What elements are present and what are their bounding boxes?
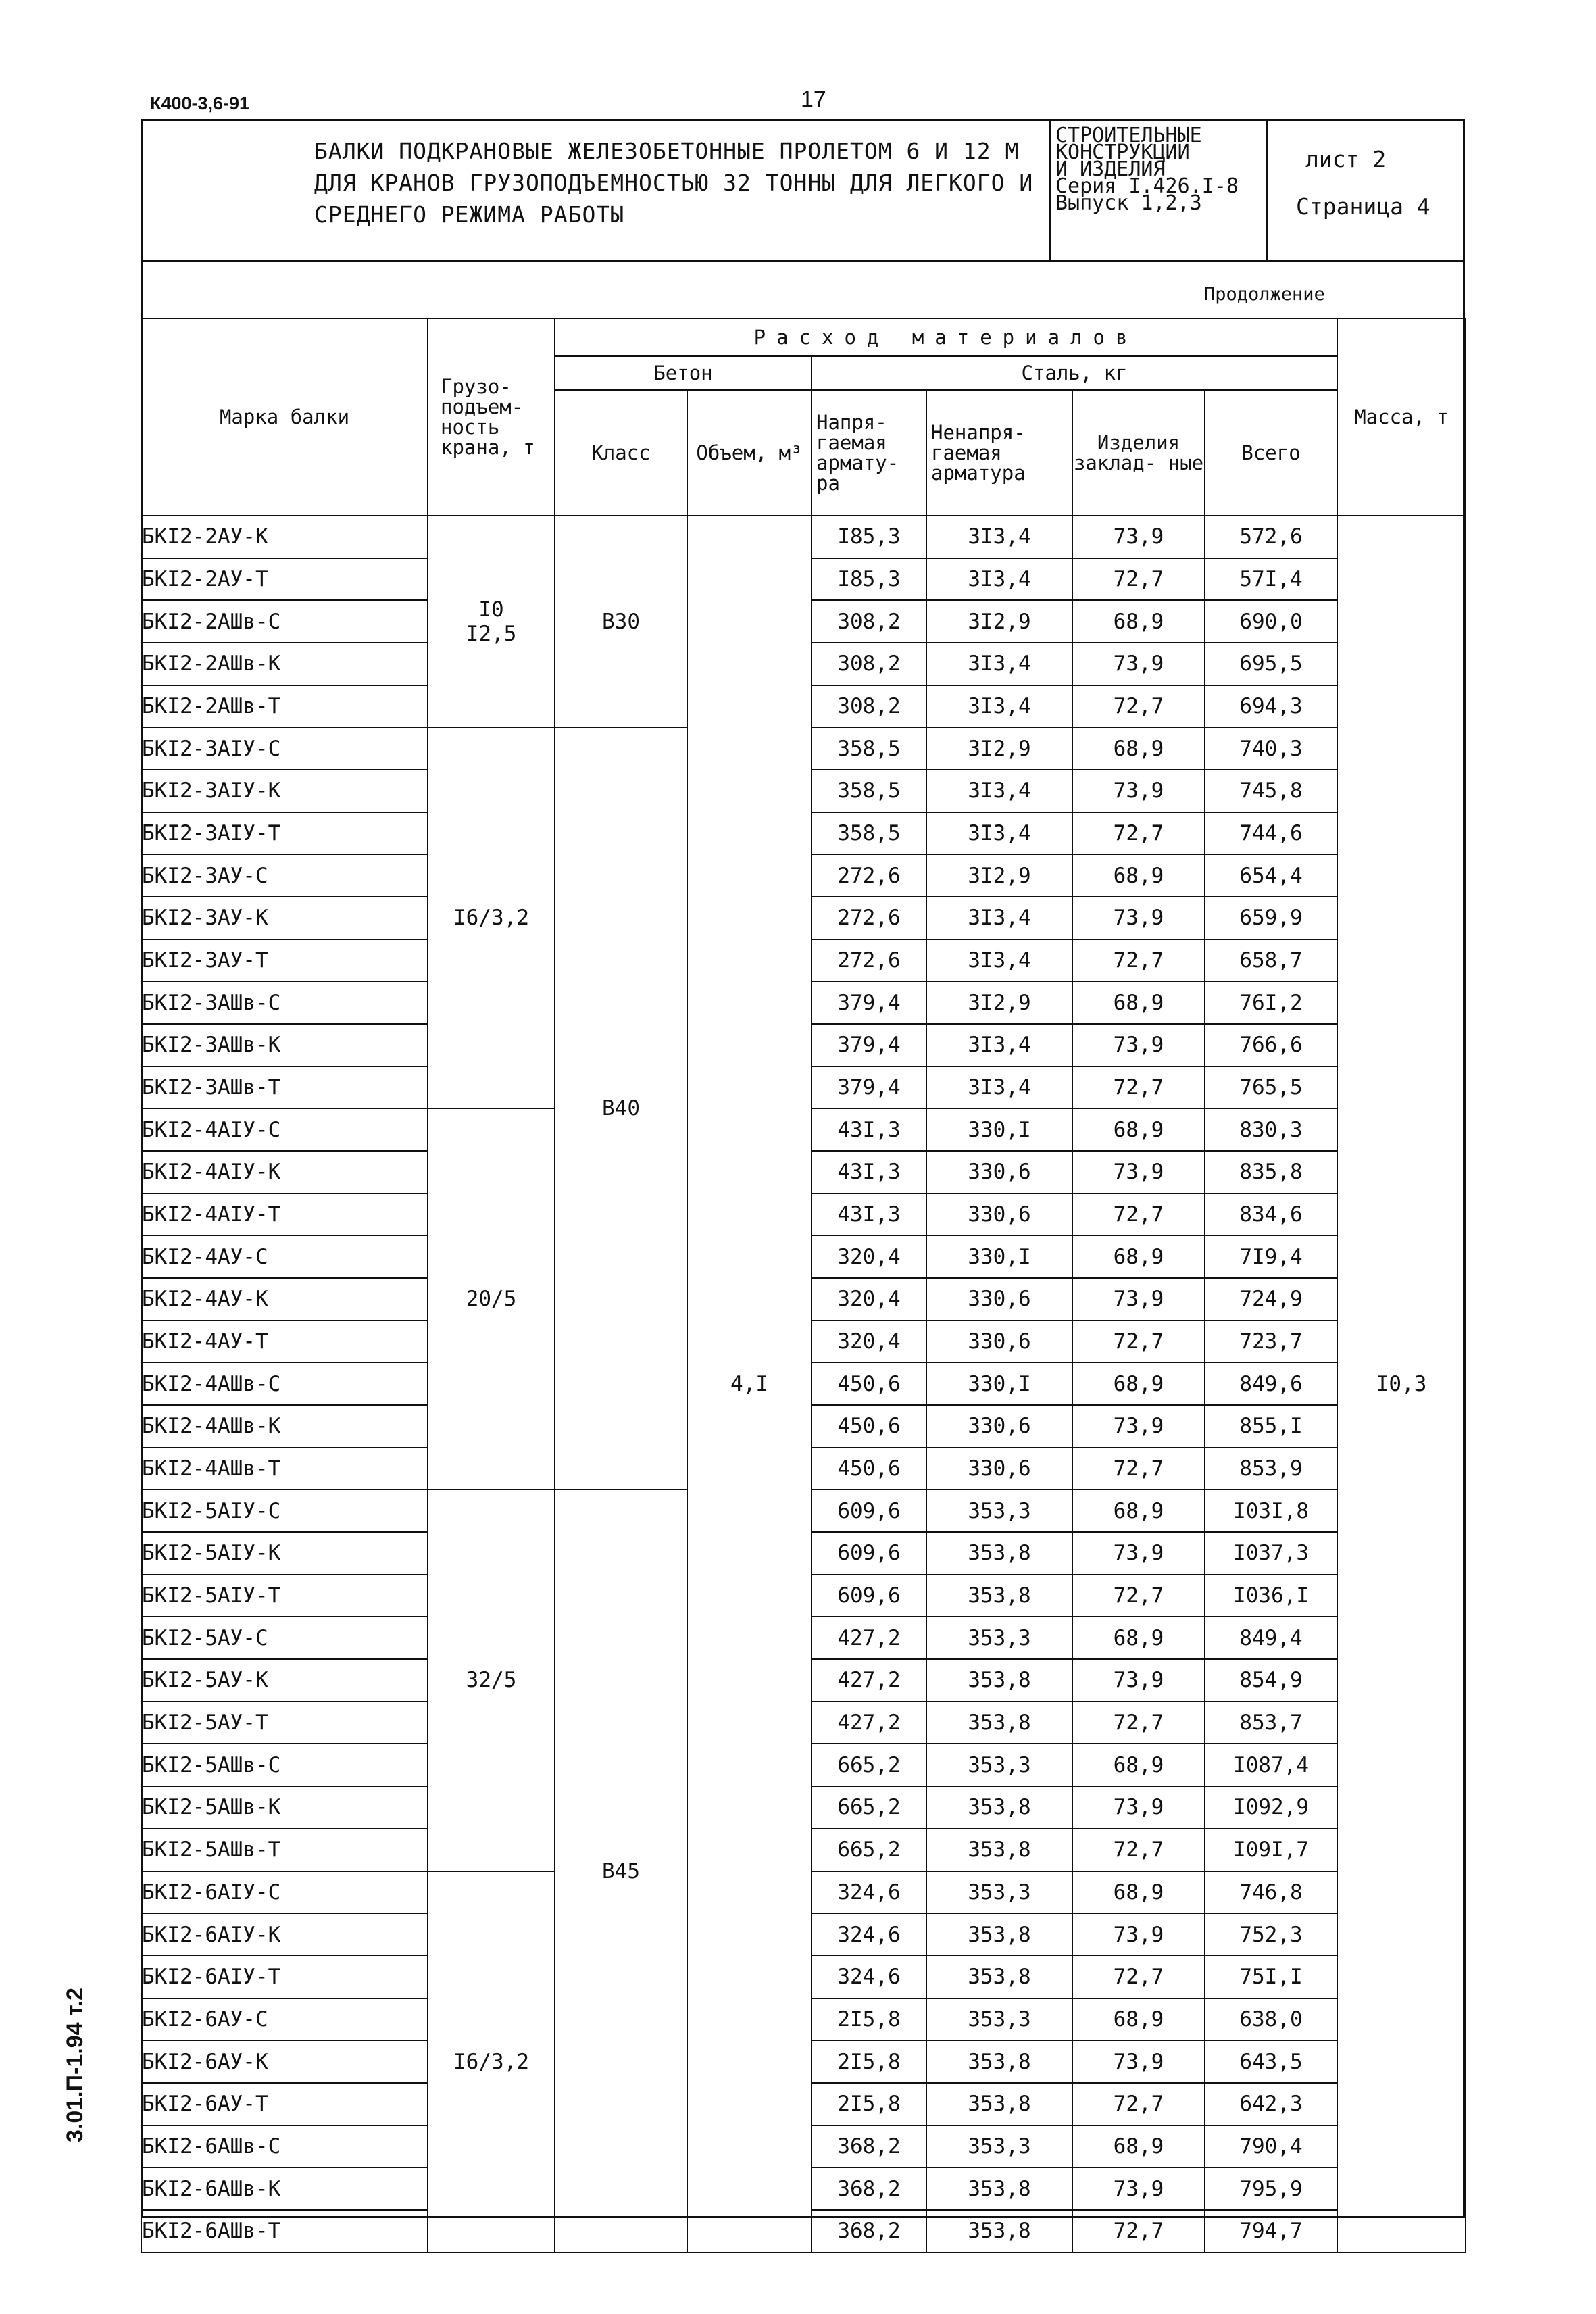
- prestressed-steel: 2I5,8: [812, 2083, 926, 2125]
- prestressed-steel: 609,6: [812, 1490, 926, 1532]
- page-number: 17: [801, 87, 826, 112]
- nonprestressed-steel: 3I3,4: [926, 1024, 1072, 1066]
- nonprestressed-steel: 3I3,4: [926, 770, 1072, 812]
- prestressed-steel: 43I,3: [812, 1193, 926, 1236]
- header-steel: Сталь, кг: [812, 356, 1337, 390]
- nonprestressed-steel: 3I3,4: [926, 685, 1072, 728]
- embedded-items: 72,7: [1072, 1066, 1205, 1109]
- prestressed-steel: 665,2: [812, 1786, 926, 1829]
- nonprestressed-steel: 3I2,9: [926, 981, 1072, 1024]
- prestressed-steel: 2I5,8: [812, 1998, 926, 2041]
- prestressed-steel: 324,6: [812, 1913, 926, 1956]
- beam-mark: БКI2-6АIУ-С: [141, 1871, 428, 1914]
- beam-mark: БКI2-4АУ-К: [141, 1278, 428, 1321]
- steel-total: 849,4: [1205, 1617, 1337, 1659]
- nonprestressed-steel: 330,I: [926, 1108, 1072, 1151]
- prestressed-steel: 609,6: [812, 1532, 926, 1575]
- prestressed-steel: 427,2: [812, 1659, 926, 1702]
- nonprestressed-steel: 353,8: [926, 1702, 1072, 1744]
- embedded-items: 73,9: [1072, 1405, 1205, 1448]
- steel-total: 854,9: [1205, 1659, 1337, 1702]
- prestressed-steel: 665,2: [812, 1744, 926, 1786]
- prestressed-steel: 320,4: [812, 1235, 926, 1278]
- nonprestressed-steel: 353,8: [926, 1659, 1072, 1702]
- nonprestressed-steel: 3I3,4: [926, 516, 1072, 558]
- header-mass: Масса, т: [1337, 318, 1466, 516]
- beam-mark: БКI2-6АШв-К: [141, 2167, 428, 2210]
- embedded-items: 72,7: [1072, 1575, 1205, 1617]
- nonprestressed-steel: 353,8: [926, 2167, 1072, 2210]
- stamp-line-5: Выпуск 1,2,3: [1055, 191, 1202, 215]
- beam-mark: БКI2-2АУ-Т: [141, 558, 428, 601]
- header-concrete: Бетон: [555, 356, 812, 390]
- crane-capacity: 20/5: [428, 1108, 555, 1490]
- prestressed-steel: 379,4: [812, 1024, 926, 1066]
- embedded-items: 72,7: [1072, 558, 1205, 601]
- steel-total: 834,6: [1205, 1193, 1337, 1236]
- beam-mark: БКI2-3АУ-Т: [141, 939, 428, 982]
- steel-total: 855,I: [1205, 1405, 1337, 1448]
- steel-total: 752,3: [1205, 1913, 1337, 1956]
- header-total: Всего: [1205, 390, 1337, 516]
- steel-total: 659,9: [1205, 897, 1337, 939]
- embedded-items: 73,9: [1072, 2040, 1205, 2083]
- title-line-1: БАЛКИ ПОДКРАНОВЫЕ ЖЕЛЕЗОБЕТОННЫЕ ПРОЛЕТОМ 6 И 12 М: [314, 138, 1020, 164]
- nonprestressed-steel: 353,3: [926, 1744, 1072, 1786]
- embedded-items: 73,9: [1072, 1024, 1205, 1066]
- concrete-class: В40: [555, 727, 687, 1490]
- steel-total: I092,9: [1205, 1786, 1337, 1829]
- prestressed-steel: 308,2: [812, 600, 926, 643]
- document-title: [314, 135, 1033, 230]
- steel-total: 75I,I: [1205, 1956, 1337, 1998]
- nonprestressed-steel: 353,8: [926, 2083, 1072, 2125]
- prestressed-steel: 324,6: [812, 1871, 926, 1914]
- prestressed-steel: 308,2: [812, 685, 926, 728]
- embedded-items: 72,7: [1072, 1321, 1205, 1363]
- steel-total: 794,7: [1205, 2210, 1337, 2253]
- embedded-items: 68,9: [1072, 854, 1205, 897]
- embedded-items: 73,9: [1072, 897, 1205, 939]
- crane-capacity: 32/5: [428, 1490, 555, 1871]
- beam-mark: БКI2-2АШв-К: [141, 643, 428, 685]
- prestressed-steel: 427,2: [812, 1617, 926, 1659]
- embedded-items: 73,9: [1072, 770, 1205, 812]
- nonprestressed-steel: 330,6: [926, 1405, 1072, 1448]
- prestressed-steel: 368,2: [812, 2125, 926, 2168]
- steel-total: 638,0: [1205, 1998, 1337, 2041]
- steel-total: 76I,2: [1205, 981, 1337, 1024]
- beam-mark: БКI2-4АШв-Т: [141, 1448, 428, 1490]
- beam-mark: БКI2-5АУ-С: [141, 1617, 428, 1659]
- nonprestressed-steel: 353,8: [926, 1956, 1072, 1998]
- nonprestressed-steel: 353,8: [926, 1829, 1072, 1871]
- embedded-items: 72,7: [1072, 1702, 1205, 1744]
- embedded-items: 73,9: [1072, 1532, 1205, 1575]
- steel-total: I036,I: [1205, 1575, 1337, 1617]
- beam-mark: БКI2-5АIУ-С: [141, 1490, 428, 1532]
- nonprestressed-steel: 330,6: [926, 1278, 1072, 1321]
- nonprestressed-steel: 3I3,4: [926, 939, 1072, 982]
- concrete-class: В45: [555, 1490, 687, 2252]
- beam-mark: БКI2-3АIУ-К: [141, 770, 428, 812]
- header-mark: Марка балки: [141, 318, 428, 516]
- steel-total: 695,5: [1205, 643, 1337, 685]
- embedded-items: 68,9: [1072, 1108, 1205, 1151]
- header-prestressed: Напря- гаемая армату- ра: [812, 390, 926, 516]
- beam-mark: БКI2-3АIУ-Т: [141, 812, 428, 855]
- header-embedded: Изделия заклад- ные: [1072, 390, 1205, 516]
- prestressed-steel: 450,6: [812, 1362, 926, 1405]
- steel-total: 830,3: [1205, 1108, 1337, 1151]
- materials-table: [141, 318, 1466, 2253]
- prestressed-steel: 43I,3: [812, 1151, 926, 1193]
- embedded-items: 73,9: [1072, 2167, 1205, 2210]
- beam-mark: БКI2-5АШв-С: [141, 1744, 428, 1786]
- embedded-items: 73,9: [1072, 643, 1205, 685]
- prestressed-steel: 358,5: [812, 812, 926, 855]
- beam-mark: БКI2-6АУ-С: [141, 1998, 428, 2041]
- beam-mark: БКI2-3АIУ-С: [141, 727, 428, 770]
- continuation-label: Продолжение: [1204, 284, 1325, 305]
- prestressed-steel: I85,3: [812, 516, 926, 558]
- prestressed-steel: 308,2: [812, 643, 926, 685]
- title-block-divider-left: [1049, 119, 1051, 261]
- steel-total: 572,6: [1205, 516, 1337, 558]
- prestressed-steel: 609,6: [812, 1575, 926, 1617]
- prestressed-steel: 450,6: [812, 1405, 926, 1448]
- crane-capacity: I6/3,2: [428, 1871, 555, 2253]
- embedded-items: 73,9: [1072, 1278, 1205, 1321]
- nonprestressed-steel: 353,3: [926, 1998, 1072, 2041]
- embedded-items: 73,9: [1072, 1659, 1205, 1702]
- nonprestressed-steel: 3I3,4: [926, 812, 1072, 855]
- embedded-items: 72,7: [1072, 812, 1205, 855]
- embedded-items: 72,7: [1072, 1829, 1205, 1871]
- prestressed-steel: 2I5,8: [812, 2040, 926, 2083]
- prestressed-steel: 358,5: [812, 727, 926, 770]
- steel-total: 654,4: [1205, 854, 1337, 897]
- nonprestressed-steel: 3I3,4: [926, 1066, 1072, 1109]
- header-class: Класс: [555, 390, 687, 516]
- beam-mark: БКI2-5АУ-К: [141, 1659, 428, 1702]
- beam-mark: БКI2-3АШв-С: [141, 981, 428, 1024]
- nonprestressed-steel: 330,I: [926, 1362, 1072, 1405]
- beam-mark: БКI2-5АШв-Т: [141, 1829, 428, 1871]
- title-block-divider-right: [1266, 119, 1268, 261]
- steel-total: 694,3: [1205, 685, 1337, 728]
- embedded-items: 68,9: [1072, 1235, 1205, 1278]
- document-code: К400-3,6-91: [150, 93, 250, 114]
- steel-total: I09I,7: [1205, 1829, 1337, 1871]
- steel-total: 744,6: [1205, 812, 1337, 855]
- steel-total: 849,6: [1205, 1362, 1337, 1405]
- steel-total: 740,3: [1205, 727, 1337, 770]
- nonprestressed-steel: 330,6: [926, 1151, 1072, 1193]
- nonprestressed-steel: 330,6: [926, 1321, 1072, 1363]
- embedded-items: 73,9: [1072, 516, 1205, 558]
- embedded-items: 73,9: [1072, 1786, 1205, 1829]
- nonprestressed-steel: 353,3: [926, 1617, 1072, 1659]
- embedded-items: 68,9: [1072, 1490, 1205, 1532]
- prestressed-steel: 272,6: [812, 897, 926, 939]
- beam-mark: БКI2-4АIУ-Т: [141, 1193, 428, 1236]
- embedded-items: 68,9: [1072, 1998, 1205, 2041]
- steel-total: 643,5: [1205, 2040, 1337, 2083]
- steel-total: 658,7: [1205, 939, 1337, 982]
- side-code-text: 3.01.П-1.94 т.2: [62, 1987, 88, 2142]
- steel-total: 765,5: [1205, 1066, 1337, 1109]
- steel-total: 7I9,4: [1205, 1235, 1337, 1278]
- table-body: [141, 516, 1466, 2253]
- embedded-items: 68,9: [1072, 2125, 1205, 2168]
- steel-total: 795,9: [1205, 2167, 1337, 2210]
- steel-total: 766,6: [1205, 1024, 1337, 1066]
- steel-total: I037,3: [1205, 1532, 1337, 1575]
- nonprestressed-steel: 3I2,9: [926, 600, 1072, 643]
- nonprestressed-steel: 353,3: [926, 1871, 1072, 1914]
- nonprestressed-steel: 353,8: [926, 2210, 1072, 2253]
- embedded-items: 68,9: [1072, 981, 1205, 1024]
- nonprestressed-steel: 3I3,4: [926, 897, 1072, 939]
- stamp-line-4: Серия I.426.I-8: [1055, 174, 1239, 198]
- prestressed-steel: I85,3: [812, 558, 926, 601]
- stamp-line-2: КОНСТРУКЦИИ: [1055, 141, 1190, 164]
- embedded-items: 72,7: [1072, 1448, 1205, 1490]
- nonprestressed-steel: 3I3,4: [926, 558, 1072, 601]
- embedded-items: 72,7: [1072, 685, 1205, 728]
- crane-capacity: I6/3,2: [428, 727, 555, 1108]
- embedded-items: 73,9: [1072, 1913, 1205, 1956]
- concrete-class: В30: [555, 516, 687, 727]
- crane-capacity: I0 I2,5: [428, 516, 555, 727]
- beam-mark: БКI2-5АШв-К: [141, 1786, 428, 1829]
- steel-total: 835,8: [1205, 1151, 1337, 1193]
- embedded-items: 72,7: [1072, 939, 1205, 982]
- prestressed-steel: 272,6: [812, 854, 926, 897]
- title-line-2: ДЛЯ КРАНОВ ГРУЗОПОДЪЕМНОСТЬЮ 32 ТОННЫ ДЛЯ ЛЕГКОГО И: [314, 170, 1034, 196]
- embedded-items: 68,9: [1072, 600, 1205, 643]
- nonprestressed-steel: 3I2,9: [926, 854, 1072, 897]
- nonprestressed-steel: 3I3,4: [926, 643, 1072, 685]
- beam-mark: БКI2-4АУ-Т: [141, 1321, 428, 1363]
- beam-mark: БКI2-3АУ-С: [141, 854, 428, 897]
- nonprestressed-steel: 3I2,9: [926, 727, 1072, 770]
- embedded-items: 73,9: [1072, 1151, 1205, 1193]
- prestressed-steel: 272,6: [812, 939, 926, 982]
- prestressed-steel: 320,4: [812, 1321, 926, 1363]
- embedded-items: 68,9: [1072, 1744, 1205, 1786]
- nonprestressed-steel: 353,8: [926, 1575, 1072, 1617]
- header-volume: Объем, м³: [687, 390, 812, 516]
- beam-mark: БКI2-4АУ-С: [141, 1235, 428, 1278]
- beam-mark: БКI2-2АУ-К: [141, 516, 428, 558]
- steel-total: 723,7: [1205, 1321, 1337, 1363]
- beam-mark: БКI2-6АШв-Т: [141, 2210, 428, 2253]
- stamp-line-1: СТРОИТЕЛЬНЫЕ: [1055, 124, 1202, 147]
- prestressed-steel: 368,2: [812, 2210, 926, 2253]
- table-row: [141, 516, 1466, 558]
- title-line-3: СРЕДНЕГО РЕЖИМА РАБОТЫ: [314, 201, 625, 228]
- prestressed-steel: 665,2: [812, 1829, 926, 1871]
- beam-mark: БКI2-3АШв-К: [141, 1024, 428, 1066]
- steel-total: 642,3: [1205, 2083, 1337, 2125]
- steel-total: 853,7: [1205, 1702, 1337, 1744]
- nonprestressed-steel: 353,8: [926, 1786, 1072, 1829]
- embedded-items: 68,9: [1072, 727, 1205, 770]
- sheet-number: лист 2: [1305, 146, 1387, 172]
- header-materials: Расход материалов: [555, 318, 1337, 356]
- nonprestressed-steel: 353,8: [926, 2040, 1072, 2083]
- steel-total: 690,0: [1205, 600, 1337, 643]
- steel-total: 746,8: [1205, 1871, 1337, 1914]
- embedded-items: 72,7: [1072, 2210, 1205, 2253]
- nonprestressed-steel: 353,3: [926, 2125, 1072, 2168]
- beam-mass: I0,3: [1337, 516, 1466, 2253]
- beam-mark: БКI2-2АШв-С: [141, 600, 428, 643]
- beam-mark: БКI2-5АУ-Т: [141, 1702, 428, 1744]
- steel-total: I087,4: [1205, 1744, 1337, 1786]
- nonprestressed-steel: 330,6: [926, 1448, 1072, 1490]
- prestressed-steel: 358,5: [812, 770, 926, 812]
- embedded-items: 68,9: [1072, 1871, 1205, 1914]
- nonprestressed-steel: 353,3: [926, 1490, 1072, 1532]
- beam-mark: БКI2-5АIУ-Т: [141, 1575, 428, 1617]
- beam-mark: БКI2-3АШв-Т: [141, 1066, 428, 1109]
- steel-total: 57I,4: [1205, 558, 1337, 601]
- nonprestressed-steel: 330,I: [926, 1235, 1072, 1278]
- embedded-items: 68,9: [1072, 1362, 1205, 1405]
- beam-mark: БКI2-6АIУ-К: [141, 1913, 428, 1956]
- beam-mark: БКI2-4АШв-С: [141, 1362, 428, 1405]
- beam-mark: БКI2-6АУ-Т: [141, 2083, 428, 2125]
- beam-mark: БКI2-6АIУ-Т: [141, 1956, 428, 1998]
- prestressed-steel: 427,2: [812, 1702, 926, 1744]
- header-capacity: Грузо- подъем- ность крана, т: [428, 318, 555, 516]
- prestressed-steel: 368,2: [812, 2167, 926, 2210]
- beam-mark: БКI2-4АIУ-К: [141, 1151, 428, 1193]
- beam-mark: БКI2-4АIУ-С: [141, 1108, 428, 1151]
- prestressed-steel: 379,4: [812, 1066, 926, 1109]
- embedded-items: 72,7: [1072, 1193, 1205, 1236]
- steel-total: I03I,8: [1205, 1490, 1337, 1532]
- concrete-volume: 4,I: [687, 516, 812, 2253]
- embedded-items: 72,7: [1072, 1956, 1205, 1998]
- beam-mark: БКI2-4АШв-К: [141, 1405, 428, 1448]
- header-nonprestressed: Ненапря- гаемая арматура: [926, 390, 1072, 516]
- beam-mark: БКI2-6АШв-С: [141, 2125, 428, 2168]
- steel-total: 790,4: [1205, 2125, 1337, 2168]
- embedded-items: 68,9: [1072, 1617, 1205, 1659]
- nonprestressed-steel: 353,8: [926, 1913, 1072, 1956]
- prestressed-steel: 324,6: [812, 1956, 926, 1998]
- page-label: Страница 4: [1296, 193, 1430, 220]
- prestressed-steel: 379,4: [812, 981, 926, 1024]
- prestressed-steel: 450,6: [812, 1448, 926, 1490]
- prestressed-steel: 43I,3: [812, 1108, 926, 1151]
- beam-mark: БКI2-6АУ-К: [141, 2040, 428, 2083]
- embedded-items: 72,7: [1072, 2083, 1205, 2125]
- beam-mark: БКI2-3АУ-К: [141, 897, 428, 939]
- stamp-line-3: И ИЗДЕЛИЯ: [1055, 157, 1166, 181]
- steel-total: 745,8: [1205, 770, 1337, 812]
- nonprestressed-steel: 330,6: [926, 1193, 1072, 1236]
- steel-total: 724,9: [1205, 1278, 1337, 1321]
- prestressed-steel: 320,4: [812, 1278, 926, 1321]
- series-stamp: [1055, 124, 1239, 215]
- beam-mark: БКI2-5АIУ-К: [141, 1532, 428, 1575]
- steel-total: 853,9: [1205, 1448, 1337, 1490]
- nonprestressed-steel: 353,8: [926, 1532, 1072, 1575]
- beam-mark: БКI2-2АШв-Т: [141, 685, 428, 728]
